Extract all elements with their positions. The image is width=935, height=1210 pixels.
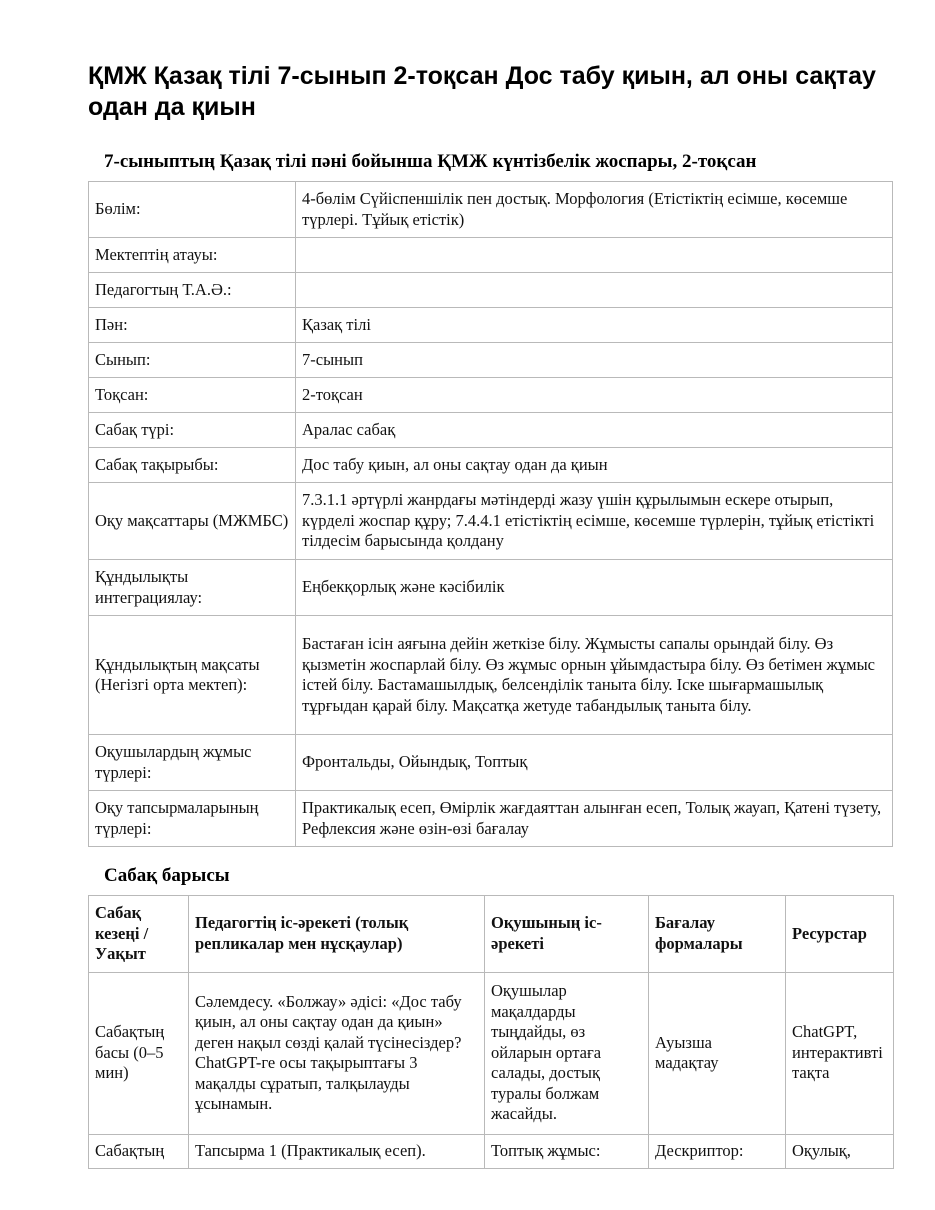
plan-value [296,273,893,308]
plan-label: Пән: [89,308,296,343]
column-header: Бағалау формалары [649,896,786,973]
table-row [89,182,893,238]
table-row [89,791,893,847]
resources: Оқулық, [786,1134,894,1168]
column-header: Сабақ кезеңі / Уақыт [89,896,189,973]
resources: ChatGPT, интерактивті тақта [786,972,894,1134]
lesson-stage: Сабақтың басы (0–5 мин) [89,972,189,1134]
table-row [89,378,893,413]
assessment: Дескриптор: [649,1134,786,1168]
table-row [89,972,894,1134]
plan-label: Сынып: [89,343,296,378]
plan-value: 2-тоқсан [296,378,893,413]
plan-value: Аралас сабақ [296,413,893,448]
column-header: Ресурстар [786,896,894,973]
plan-value: Фронтальды, Ойындық, Топтық [296,735,893,791]
plan-value: Бастаған ісін аяғына дейін жеткізе білу. Жұмысты сапалы орындай білу. Өз қызметін жоспарлай білу. Өз жұмыс орнын ұйымдастыра білу. Өз бетімен жұмыс істей білу. Бастамашылдық, белсенділік таныта білу. Іске шығармашылық тұрғыдан қарай білу. Мақсатқа жетуде табандылық таныта білу. [296,616,893,735]
document-title: ҚМЖ Қазақ тілі 7-сынып 2-тоқсан Дос табу қиын, ал оны сақтау одан да қиын [88,62,876,121]
table-row [89,560,893,616]
student-activity: Топтық жұмыс: [485,1134,649,1168]
document-page [88,0,893,1169]
table-row [89,735,893,791]
table-row [89,238,893,273]
table-header-row [89,896,894,973]
table-row [89,1134,894,1168]
plan-value: 7.3.1.1 әртүрлі жанрдағы мәтіндерді жазу үшін құрылымын ескере отырып, күрделі жоспар құру; 7.4.4.1 етістіктің есімше, көсемше түрлерін, тұйық етістікті тілдесім барысында қолдану [296,483,893,560]
lesson-title: Сабақ барысы [104,865,230,886]
table-row [89,616,893,735]
plan-label: Оқу тапсырмаларының түрлері: [89,791,296,847]
plan-label: Оқу мақсаттары (МЖМБС) [89,483,296,560]
plan-value: Қазақ тілі [296,308,893,343]
teacher-activity: Тапсырма 1 (Практикалық есеп). [189,1134,485,1168]
plan-value [296,238,893,273]
lesson-table [88,895,894,1169]
plan-label: Педагогтың Т.А.Ә.: [89,273,296,308]
table-row [89,273,893,308]
plan-table [88,181,893,847]
table-row [89,448,893,483]
plan-value: Еңбекқорлық және кәсібилік [296,560,893,616]
plan-value: Дос табу қиын, ал оны сақтау одан да қиын [296,448,893,483]
plan-title: 7-сыныптың Қазақ тілі пәні бойынша ҚМЖ күнтізбелік жоспары, 2-тоқсан [104,151,757,172]
plan-label: Сабақ түрі: [89,413,296,448]
plan-value: Практикалық есеп, Өмірлік жағдаяттан алынған есеп, Толық жауап, Қатені түзету, Рефлексия және өзін-өзі бағалау [296,791,893,847]
lesson-stage: Сабақтың [89,1134,189,1168]
plan-label: Тоқсан: [89,378,296,413]
table-row [89,483,893,560]
plan-label: Оқушылардың жұмыс түрлері: [89,735,296,791]
column-header: Оқушының іс-әрекеті [485,896,649,973]
teacher-activity: Сәлемдесу. «Болжау» әдісі: «Дос табу қиын, ал оны сақтау одан да қиын» деген нақыл сөзді қалай түсінесіздер? ChatGPT-ге осы тақырыптағы 3 мақалды сұратып, талқылауды ұсынамын. [189,972,485,1134]
table-row [89,413,893,448]
plan-label: Құндылықтың мақсаты (Негізгі орта мектеп): [89,616,296,735]
table-row [89,343,893,378]
plan-label: Бөлім: [89,182,296,238]
student-activity: Оқушылар мақалдарды тыңдайды, өз ойларын ортаға салады, достық туралы болжам жасайды. [485,972,649,1134]
plan-value: 4-бөлім Сүйіспеншілік пен достық. Морфология (Етістіктің есімше, көсемше түрлері. Тұйық етістік) [296,182,893,238]
plan-label: Мектептің атауы: [89,238,296,273]
plan-label: Сабақ тақырыбы: [89,448,296,483]
plan-label: Құндылықты интеграциялау: [89,560,296,616]
column-header: Педагогтің іс-әрекеті (толық репликалар мен нұсқаулар) [189,896,485,973]
assessment: Ауызша мадақтау [649,972,786,1134]
table-row [89,308,893,343]
plan-value: 7-сынып [296,343,893,378]
